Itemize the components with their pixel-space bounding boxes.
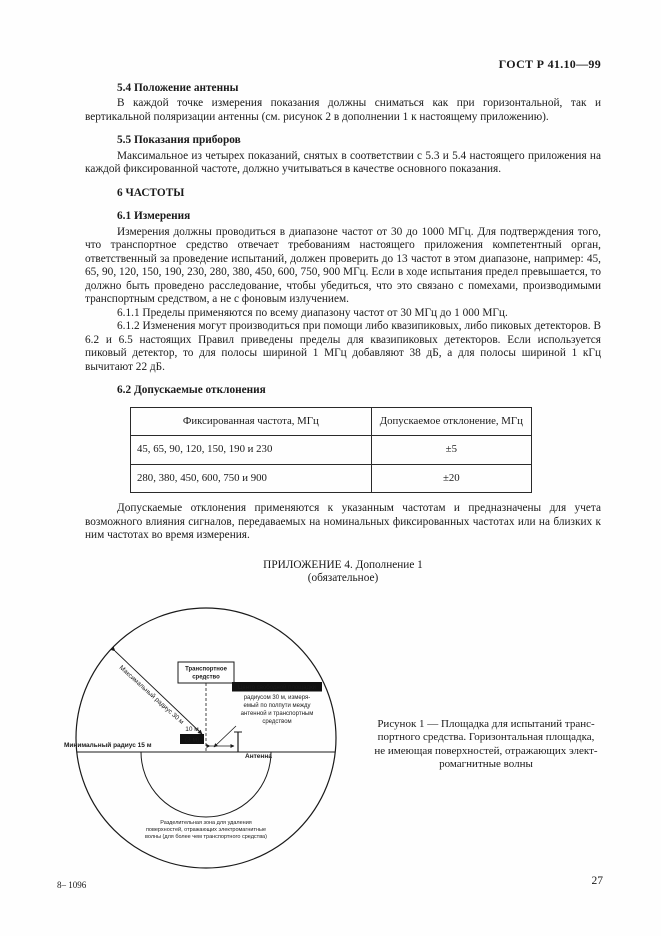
max-radius-arrow [115, 651, 202, 734]
heading-5-4: 5.4 Положение антенны [117, 81, 239, 94]
min-radius-label: Минимальный радиус 15 м [64, 741, 152, 749]
paragraph-5-4: В каждой точке измерения показания должны сниматься как при горизонтальной, так и вертикальной поляризации антенны (см. рисунок 2 в дополнении 1 к настоящему приложению). [85, 97, 601, 123]
appendix-title: ПРИЛОЖЕНИЕ 4. Дополнение 1 [263, 558, 423, 571]
vehicle-label: Транспортное [185, 666, 227, 672]
boundary-note: волны (для более чем транспортного средства) [145, 833, 267, 840]
heading-6-1: 6.1 Измерения [117, 210, 191, 222]
center-note: Центр свободной площадки [237, 684, 317, 691]
boundary-note: Разделительная зона для удаления [160, 819, 252, 826]
print-order-number: 8– 1096 [57, 880, 87, 890]
paragraph-5-5: Максимальное из четырех показаний, снятых в соответствии с 5.3 и 5.4 настоящего приложения на каждой фиксированной частоте, должно учитываться в качестве основного показания. [85, 149, 601, 175]
paragraph-6-1: Измерения должны проводиться в диапазоне частот от 30 до 1000 МГц. Для подтверждения того, что транспортное средство отвечает требованиям настоящего приложения компетентный орган, ответственный за проведение испытаний, должен проверить до 13 частот в этом диапазоне, например: 45, 65, 90, 120, 150, 190, 230, 280, 380, 450, 600, 750, 900 МГц. Если в ходе испытания предел превышается, то должно быть проведено расследование, чтобы убедиться, что это связано с помехами, производимыми транспортным средством, а не с фоновым излучением. [85, 225, 601, 305]
distance-label-3m: (3 м) [184, 736, 200, 743]
table-header-deviation: Допускаемое отклонение, МГц [371, 407, 531, 436]
heading-5-5: 5.5 Показания приборов [117, 134, 241, 146]
gost-header: ГОСТ Р 41.10—99 [498, 57, 601, 71]
frequency-cell: 45, 65, 90, 120, 150, 190 и 230 [131, 436, 372, 465]
deviation-cell: ±5 [371, 436, 531, 465]
center-note: антенной и транспортным [240, 710, 314, 717]
test-site-diagram [56, 598, 376, 888]
distance-label-10m: 10 м [185, 725, 199, 733]
center-note: радиусом 30 м, измеря- [243, 694, 311, 701]
deviation-cell: ±20 [371, 464, 531, 493]
table-header-row [131, 407, 532, 436]
table-row [131, 436, 532, 465]
center-note: емый по полпути между [243, 702, 311, 709]
heading-6-2: 6.2 Допускаемые отклонения [117, 384, 266, 396]
boundary-note: поверхностей, отражающих электромагнитные [145, 826, 267, 833]
table-row [131, 464, 532, 493]
appendix-heading [85, 559, 601, 586]
max-radius-label: Максимальный радиус 30 м [117, 663, 185, 726]
center-note-arrow [214, 726, 236, 747]
paragraph-6-2: Допускаемые отклонения применяются к указанным частотам и предназначены для учета возможного влияния сигналов, передаваемых на номинальных фиксированных частотах или на близких к ним частотах во время измерения. [85, 502, 601, 541]
figure-caption-line: портного средства. Горизонтальная площадка, [377, 731, 595, 743]
figure-caption-line: не имеющая поверхностей, отражающих элект- [374, 744, 598, 757]
frequency-table [130, 407, 532, 494]
heading-6: 6 ЧАСТОТЫ [117, 186, 185, 199]
page-number: 27 [591, 875, 603, 887]
inner-semicircle [141, 752, 271, 817]
figure-caption [368, 718, 604, 772]
figure-caption-line: ромагнитные волны [439, 758, 533, 770]
center-note: средством [262, 718, 292, 725]
frequency-cell: 280, 380, 450, 600, 750 и 900 [131, 464, 372, 493]
paragraph-6-1-1: 6.1.1 Пределы применяются по всему диапазону частот от 30 МГц до 1 000 МГц. [117, 306, 508, 319]
table-header-frequency: Фиксированная частота, МГц [131, 407, 372, 436]
paragraph-6-1-2: 6.1.2 Изменения могут производиться при помощи либо квазипиковых, либо пиковых детекторов. В 6.2 и 6.5 настоящих Правил приведены пределы для квазипиковых детекторов. Если используется пиковый детектор, то для полосы шириной 1 МГц добавляют 38 дБ, а для полосы шириной 1 кГц вычитают 22 дБ. [85, 320, 601, 373]
figure-caption-line: Рисунок 1 — Площадка для испытаний транс- [377, 717, 595, 730]
appendix-subtitle: (обязательное) [307, 572, 379, 584]
vehicle-label: средство [192, 674, 220, 680]
antenna-label: Антенна [245, 752, 272, 760]
